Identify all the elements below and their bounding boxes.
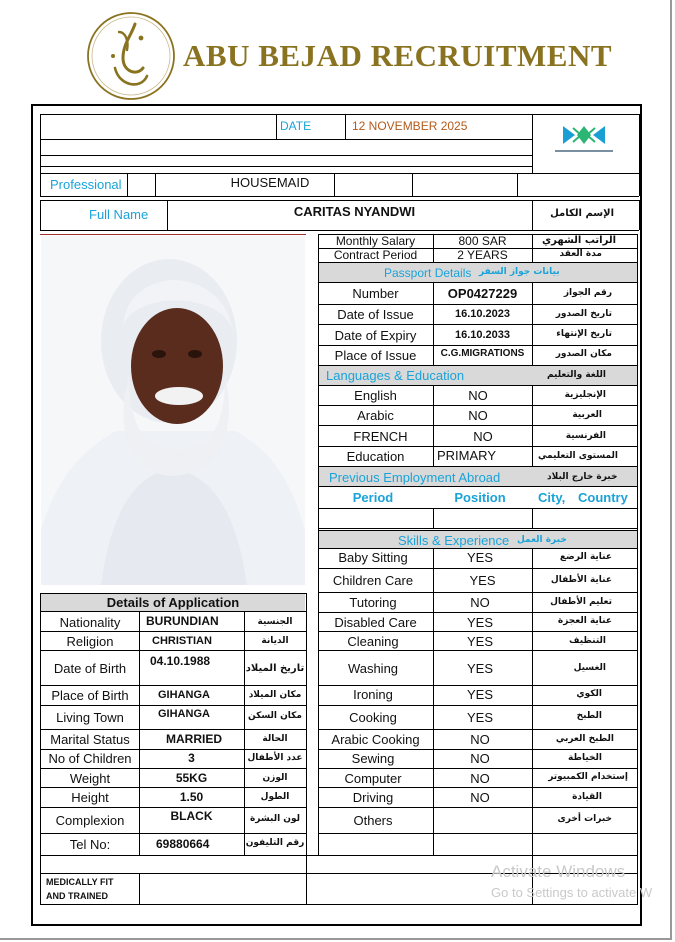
skill-value-sewing: NO <box>470 751 490 766</box>
app-label-marital: Marital Status <box>50 732 130 747</box>
passport-value-number: OP0427229 <box>447 286 518 301</box>
skills-heading-ar: خبرة العمل <box>517 535 567 545</box>
application-heading: Details of Application <box>106 595 240 610</box>
app-ar-children: عدد الأطفال <box>247 753 303 763</box>
app-label-town: Living Town <box>56 710 124 725</box>
skill-label-cleaning: Cleaning <box>347 634 399 649</box>
period-label: Contract Period <box>333 248 418 262</box>
app-label-children: No of Children <box>48 751 132 766</box>
passport-label-place: Place of Issue <box>334 348 417 363</box>
professional-value: HOUSEMAID <box>230 175 310 190</box>
skill-ar-disabled-care: عناية العجزة <box>557 616 612 626</box>
lang-ar-education: المستوى التعليمي <box>537 451 618 461</box>
skill-label-sewing: Sewing <box>351 751 395 766</box>
app-value-nationality: BURUNDIAN <box>146 614 219 628</box>
skill-ar-washing: الغسيل <box>573 663 606 673</box>
passport-ar-place: مكان الصدور <box>555 349 612 359</box>
skill-ar-cooking: الطبخ <box>576 711 602 721</box>
lang-value-arabic: NO <box>468 408 488 423</box>
skill-ar-sewing: الخياطة <box>568 753 602 763</box>
skill-ar-baby-sitting: عناية الرضع <box>559 552 612 562</box>
skill-value-cooking: YES <box>466 710 493 725</box>
passport-heading-ar: بيانات جواز السفر <box>479 267 560 277</box>
period-value: 2 YEARS <box>457 248 508 262</box>
skill-value-washing: YES <box>466 661 493 676</box>
app-ar-height: الطول <box>260 792 290 802</box>
date-label: DATE <box>280 119 312 133</box>
app-label-religion: Religion <box>66 634 114 649</box>
employment-heading: Previous Employment Abroad <box>329 470 501 485</box>
salary-label-ar: الراتب الشهري <box>542 235 616 246</box>
passport-ar-expiry: تاريخ الإنتهاء <box>556 329 612 339</box>
passport-label-expiry: Date of Expiry <box>334 328 417 343</box>
app-ar-town: مكان السكن <box>248 711 302 721</box>
skill-label-others: Others <box>353 813 393 828</box>
employment-col-country: Country <box>578 490 628 505</box>
passport-label-issue: Date of Issue <box>337 307 414 322</box>
app-value-dob: 04.10.1988 <box>150 654 211 668</box>
activate-windows-subtitle: Go to Settings to activate W <box>491 885 653 900</box>
professional-label: Professional <box>50 177 122 192</box>
skill-value-tutoring: NO <box>470 595 490 610</box>
skill-label-children-care: Children Care <box>332 573 414 588</box>
skill-ar-computer: إستخدام الكمبيوتر <box>548 772 628 782</box>
skill-value-ironing: YES <box>466 687 493 702</box>
app-value-pob: GIHANGA <box>158 689 210 701</box>
activate-windows-title: Activate Windows <box>491 862 626 881</box>
skill-ar-others: خبرات أخرى <box>557 814 612 824</box>
skill-label-disabled-care: Disabled Care <box>334 615 417 630</box>
languages-heading: Languages & Education <box>326 368 465 383</box>
lang-value-education: PRIMARY <box>437 448 496 463</box>
passport-heading: Passport Details <box>384 266 472 280</box>
app-label-complexion: Complexion <box>55 813 125 828</box>
salary-label: Monthly Salary <box>335 234 416 248</box>
app-label-tel: Tel No: <box>69 837 111 852</box>
app-ar-dob: تاريخ الميلاد <box>245 663 305 674</box>
lang-ar-english: الإنجليزية <box>564 390 606 400</box>
lang-value-french: NO <box>473 429 493 444</box>
app-ar-tel: رقم التليفون <box>245 838 305 848</box>
skill-label-arabic-cooking: Arabic Cooking <box>331 732 420 747</box>
skill-label-washing: Washing <box>347 661 399 676</box>
period-label-ar: مدة العقد <box>559 249 602 259</box>
company-logo-icon <box>85 10 177 102</box>
applicant-photo <box>41 236 305 585</box>
skill-value-arabic-cooking: NO <box>470 732 490 747</box>
app-ar-weight: الوزن <box>262 773 288 783</box>
app-ar-marital: الحالة <box>262 734 288 744</box>
skill-label-tutoring: Tutoring <box>349 595 397 610</box>
lang-label-french: FRENCH <box>353 429 408 444</box>
lang-label-arabic: Arabic <box>357 408 394 423</box>
app-value-religion: CHRISTIAN <box>152 635 212 647</box>
medical-fit-line1: MEDICALLY FIT <box>46 877 114 887</box>
skill-label-cooking: Cooking <box>349 710 397 725</box>
languages-heading-ar: اللغة والتعليم <box>546 370 606 380</box>
skill-ar-cleaning: التنظيف <box>569 636 606 646</box>
app-ar-nationality: الجنسية <box>257 617 293 627</box>
full-name-label: Full Name <box>89 207 149 222</box>
lang-ar-arabic: العربية <box>572 410 602 420</box>
skills-heading: Skills & Experience <box>398 533 510 548</box>
date-value: 12 NOVEMBER 2025 <box>352 119 468 133</box>
skill-value-cleaning: YES <box>466 634 493 649</box>
skill-label-driving: Driving <box>352 790 394 805</box>
app-label-nationality: Nationality <box>59 615 121 630</box>
skill-ar-driving: القيادة <box>572 792 602 802</box>
medical-fit-line2: AND TRAINED <box>46 891 108 901</box>
app-label-pob: Place of Birth <box>51 688 129 703</box>
lang-label-english: English <box>354 388 397 403</box>
passport-value-issue: 16.10.2023 <box>454 308 511 320</box>
company-name: ABU BEJAD RECRUITMENT <box>183 38 613 73</box>
skill-value-disabled-care: YES <box>466 615 493 630</box>
employment-heading-ar: خبرة خارج البلاد <box>547 472 618 482</box>
passport-value-place: C.G.MIGRATIONS <box>440 348 525 359</box>
skill-ar-ironing: الكوي <box>576 689 602 699</box>
employment-col-period: Period <box>352 490 394 505</box>
passport-ar-issue: تاريخ الصدور <box>555 309 612 319</box>
partner-logo-icon <box>553 122 615 156</box>
passport-value-expiry: 16.10.2033 <box>454 329 511 341</box>
app-value-marital: MARRIED <box>166 732 222 746</box>
app-ar-pob: مكان الميلاد <box>248 690 302 700</box>
employment-col-city: City, <box>538 490 566 505</box>
app-label-height: Height <box>71 790 109 805</box>
employment-col-position: Position <box>454 490 506 505</box>
passport-ar-number: رقم الجواز <box>563 288 612 298</box>
skill-value-computer: NO <box>470 771 490 786</box>
skill-value-driving: NO <box>470 790 490 805</box>
app-value-town: GIHANGA <box>158 708 210 720</box>
app-ar-religion: الديانة <box>261 636 289 646</box>
app-value-children: 3 <box>188 751 195 765</box>
app-ar-complexion: لون البشرة <box>249 814 301 824</box>
app-value-height: 1.50 <box>179 790 204 804</box>
app-value-weight: 55KG <box>175 771 208 785</box>
skill-label-computer: Computer <box>344 771 402 786</box>
skill-value-baby-sitting: YES <box>466 550 493 565</box>
skill-ar-tutoring: تعليم الأطفال <box>550 597 612 607</box>
full-name-label-ar: الإسم الكامل <box>550 208 614 219</box>
lang-value-english: NO <box>468 388 488 403</box>
passport-label-number: Number <box>352 286 399 301</box>
app-value-complexion: BLACK <box>170 809 213 823</box>
full-name-value: CARITAS NYANDWI <box>293 204 416 219</box>
skill-label-ironing: Ironing <box>353 687 393 702</box>
skill-ar-arabic-cooking: الطبخ العربي <box>555 734 614 744</box>
app-label-weight: Weight <box>69 771 111 786</box>
skill-ar-children-care: عناية الأطفال <box>550 575 612 585</box>
skill-value-children-care: YES <box>469 573 496 588</box>
skill-label-baby-sitting: Baby Sitting <box>338 550 408 565</box>
lang-label-education: Education <box>346 449 405 464</box>
app-label-dob: Date of Birth <box>53 661 127 676</box>
app-value-tel: 69880664 <box>156 837 210 851</box>
salary-value: 800 SAR <box>458 234 507 248</box>
lang-ar-french: الفرنسية <box>565 431 606 441</box>
